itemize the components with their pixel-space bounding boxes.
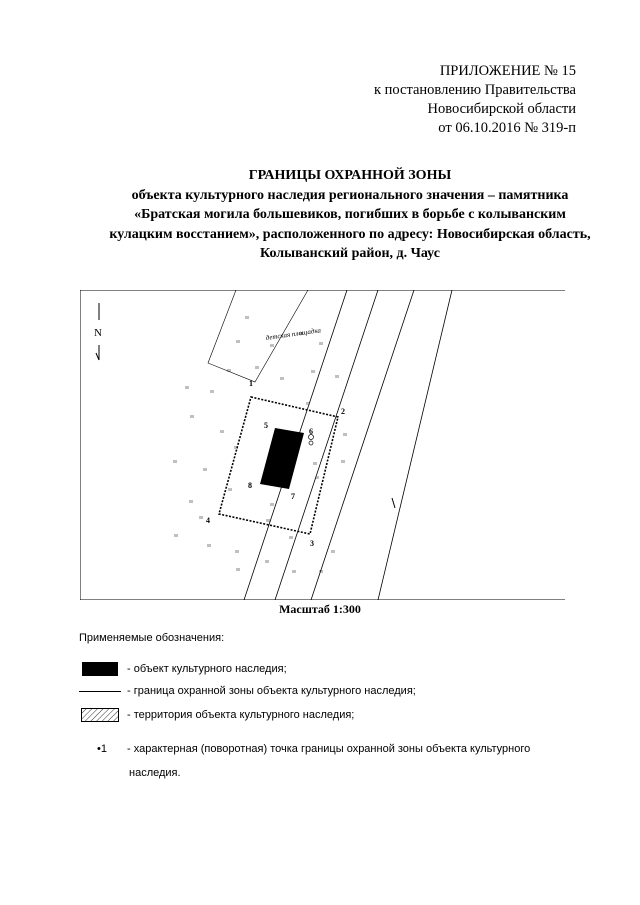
title-line: кулацким восстанием», расположенного по адресу: Новосибирская область, — [109, 226, 591, 242]
title-line: Колыванский район, д. Чаус — [260, 246, 440, 261]
legend-label: - граница охранной зоны объекта культурного наследия; — [127, 685, 416, 697]
boundary-legend-symbol — [79, 684, 121, 698]
map-scale: Масштаб 1:300 — [279, 602, 361, 616]
monument-marker — [309, 441, 313, 445]
document-title — [60, 166, 640, 264]
legend-label: - территория объекта культурного наследия; — [127, 709, 355, 721]
object-legend-symbol — [79, 662, 121, 676]
territory-legend-symbol — [79, 708, 121, 722]
map-frame — [80, 290, 565, 600]
title-line: «Братская могила большевиков, погибших в борьбе с колыванским — [134, 207, 566, 222]
point-label-4: 4 — [206, 516, 210, 525]
legend-label: - объект культурного наследия; — [127, 663, 287, 675]
cultural-object — [260, 428, 304, 489]
point-label-2: 2 — [341, 407, 345, 416]
boundary-point-symbol: •1 — [97, 743, 107, 755]
appendix-date: от 06.10.2016 № 319-п — [438, 120, 576, 136]
legend-item-object — [79, 662, 287, 676]
road-mark — [392, 498, 395, 508]
playground-label: детская площадка — [265, 326, 322, 342]
appendix-line: к постановлению Правительства — [374, 82, 576, 98]
legend-item-boundary — [79, 684, 416, 698]
legend-item-point — [97, 737, 537, 785]
site-plan-map — [80, 290, 565, 600]
legend-label-continuation: наследия. — [129, 767, 181, 779]
legend-heading: Применяемые обозначения: — [79, 632, 225, 644]
title-main: ГРАНИЦЫ ОХРАННОЙ ЗОНЫ — [248, 168, 452, 183]
point-label-8: 8 — [248, 481, 252, 490]
point-label-3: 3 — [310, 539, 314, 548]
title-line: объекта культурного наследия регионального значения – памятника — [131, 187, 569, 203]
point-label-6: 6 — [309, 427, 313, 436]
vegetation-marks — [174, 316, 346, 573]
legend-item-territory — [79, 708, 354, 722]
appendix-line: Новосибирской области — [427, 101, 576, 117]
point-label-1: 1 — [249, 379, 253, 388]
north-label: N — [94, 327, 102, 339]
legend-label: - характерная (поворотная) точка границы охранной зоны объекта культурного — [127, 743, 531, 755]
point-label-5: 5 — [264, 421, 268, 430]
appendix-number: ПРИЛОЖЕНИЕ № 15 — [439, 63, 576, 79]
appendix-header — [374, 62, 576, 138]
point-label-7: 7 — [291, 492, 295, 501]
